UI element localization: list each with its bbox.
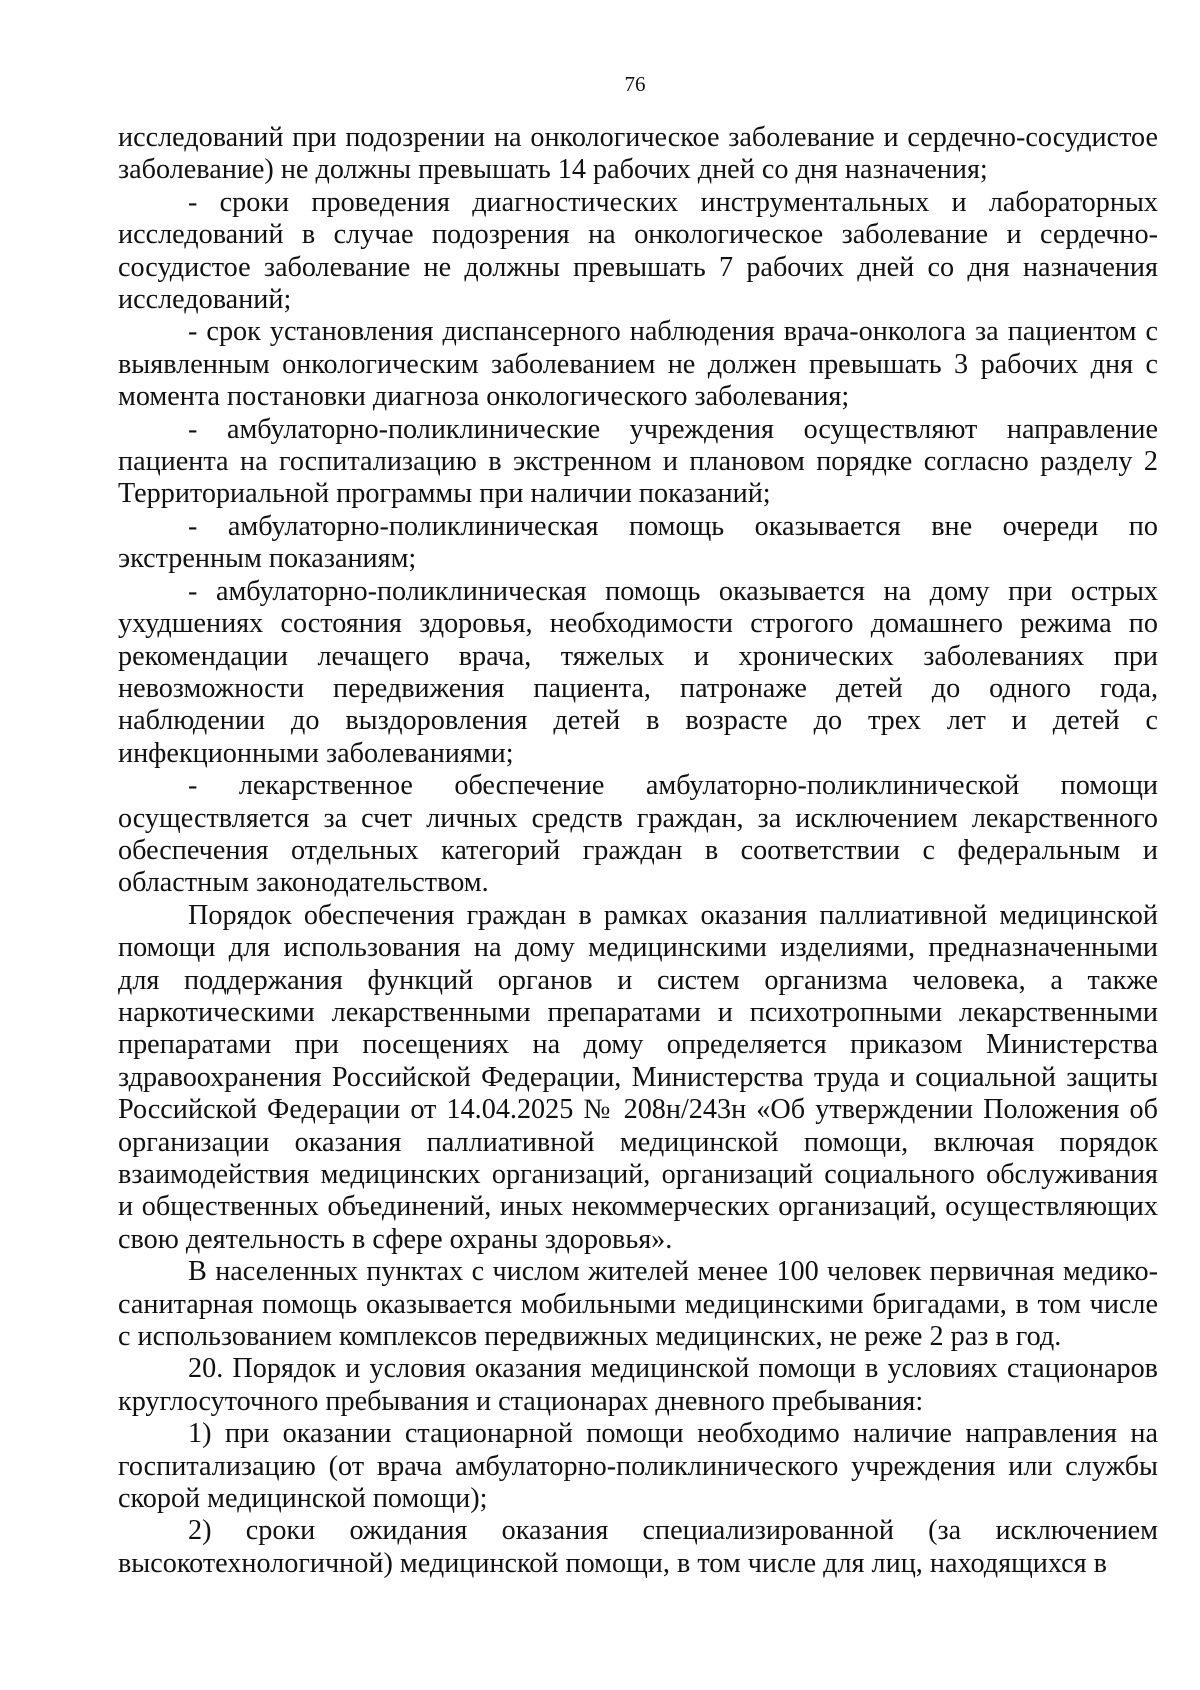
paragraph-palliative-care: Порядок обеспечения граждан в рамках оказания паллиативной медицинской помощи для использования на дому медицинскими изделиями, предназначенными для поддержания функций органов и систем организма человека, а также наркотическими лекарственными препаратами и психотропными лекарственными препаратами при посещениях на дому определяется приказом Министерства здравоохранения Российской Федерации, Министерства труда и социальной защиты Российской Федерации от 14.04.2025 № 208н/243н «Об утверждении Положения об организации оказания паллиативной медицинской помощи, включая порядок взаимодействия медицинских организаций, организаций социального обслуживания и общественных объединений, иных некоммерческих организаций, осуществляющих свою деятельность в сфере охраны здоровья». (118, 899, 1158, 1255)
paragraph-mobile-teams: В населенных пунктах с числом жителей менее 100 человек первичная медико-санитарная помощь оказывается мобильными медицинскими бригадами, в том числе с использованием комплексов передвижных медицинских, не реже 2 раз в год. (118, 1256, 1158, 1353)
paragraph-item-1: 1) при оказании стационарной помощи необходимо наличие направления на госпитализацию (от врача амбулаторно-поликлинического учреждения или службы скорой медицинской помощи); (118, 1418, 1158, 1515)
paragraph-drug-provision: - лекарственное обеспечение амбулаторно-поликлинической помощи осуществляется за счет личных средств граждан, за исключением лекарственного обеспечения отдельных категорий граждан в соответствии с федеральным и областным законодательством. (118, 770, 1158, 899)
paragraph-emergency-care: - амбулаторно-поликлиническая помощь оказывается вне очереди по экстренным показаниям; (118, 510, 1158, 575)
paragraph-oncologist-observation: - срок установления диспансерного наблюдения врача-онколога за пациентом с выявленным онкологическим заболеванием не должен превышать 3 рабочих дня с момента постановки диагноза онкологического заболевания; (118, 316, 1158, 413)
document-body (118, 122, 1158, 1580)
paragraph-diagnostic-terms: - сроки проведения диагностических инструментальных и лабораторных исследований в случае подозрения на онкологическое заболевание и сердечно-сосудистое заболевание не должны превышать 7 рабочих дней со дня назначения исследований; (118, 186, 1158, 316)
paragraph-continuation: исследований при подозрении на онкологическое заболевание и сердечно-сосудистое заболевание) не должны превышать 14 рабочих дней со дня назначения; (118, 122, 1158, 186)
paragraph-item-2: 2) сроки ожидания оказания специализированной (за исключением высокотехнологичной) медицинской помощи, в том числе для лиц, находящихся в (118, 1515, 1158, 1579)
paragraph-hospitalization-referral: - амбулаторно-поликлинические учреждения осуществляют направление пациента на госпитализацию в экстренном и плановом порядке согласно разделу 2 Территориальной программы при наличии показаний; (118, 413, 1158, 510)
paragraph-section-20: 20. Порядок и условия оказания медицинской помощи в условиях стационаров круглосуточного пребывания и стационарах дневного пребывания: (118, 1353, 1158, 1417)
page-number: 76 (624, 72, 646, 96)
paragraph-home-care: - амбулаторно-поликлиническая помощь оказывается на дому при острых ухудшениях состояния здоровья, необходимости строгого домашнего режима по рекомендации лечащего врача, тяжелых и хронических заболеваниях при невозможности передвижения пациента, патронаже детей до одного года, наблюдении до выздоровления детей в возрасте до трех лет и детей с инфекционными заболеваниями; (118, 575, 1158, 769)
